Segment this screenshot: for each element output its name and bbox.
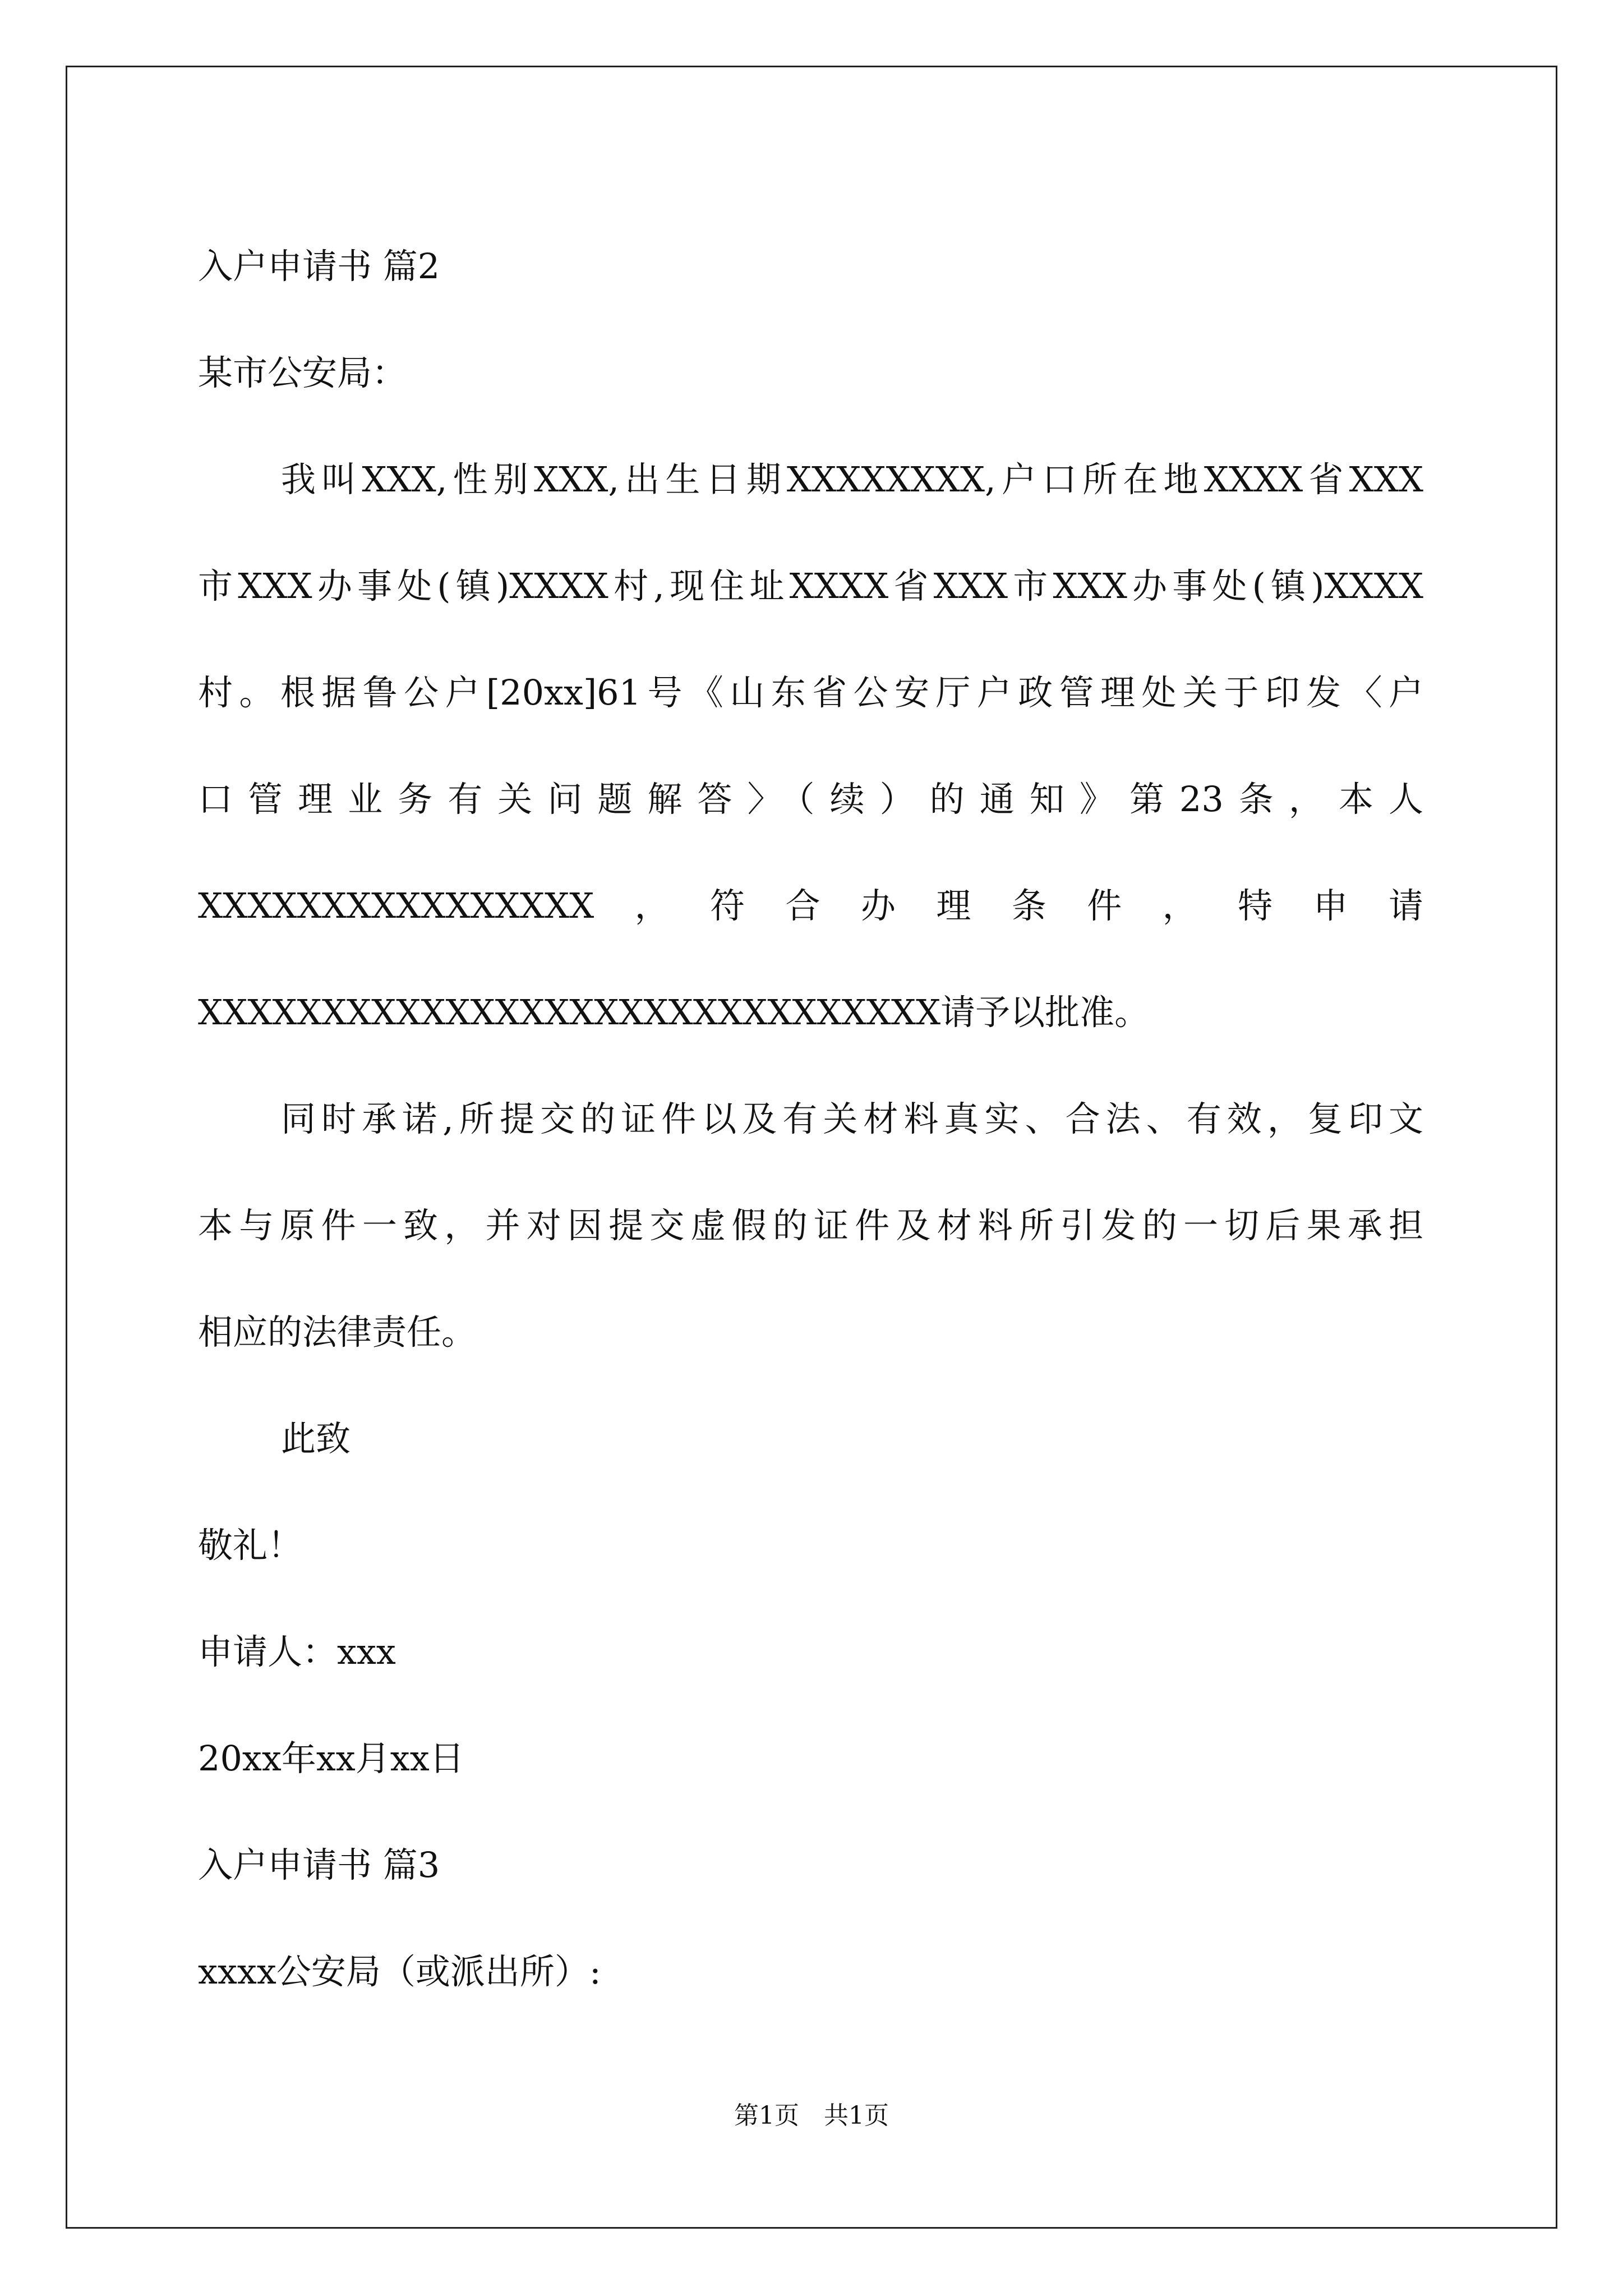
page-footer: 第1页 共1页 [734, 2101, 889, 2130]
paragraph-line: XXXXXXXXXXXXXXXXXXXXXXXXXXXXXX请予以批准。 [198, 992, 1150, 1033]
closing-line: 此致 [281, 1418, 351, 1459]
paragraph-line: 我叫XXX,性别XXX,出生日期XXXXXXXX,户口所在地XXXX省XXX [281, 459, 1423, 500]
document-body [198, 213, 1423, 2025]
paragraph-line: 口管理业务有关问题解答〉（续）的通知》第23条，本人 [198, 779, 1423, 820]
paragraph-line: 市XXX办事处(镇)XXXX村,现住址XXXX省XXX市XXX办事处(镇)XXXX [198, 565, 1423, 606]
paragraph-line: XXXXXXXXXXXXXXXX，符合办理条件，特申请 [198, 885, 1423, 926]
date-line: 20xx年xx月xx日 [198, 1738, 464, 1779]
salutation-line: 敬礼！ [198, 1525, 303, 1566]
paragraph-line: 同时承诺,所提交的证件以及有关材料真实、合法、有效，复印文 [281, 1098, 1423, 1139]
paragraph-line: 相应的法律责任。 [198, 1312, 477, 1352]
section-heading: 入户申请书 篇3 [198, 1844, 440, 1885]
applicant-line: 申请人：xxx [198, 1631, 396, 1672]
recipient-line: xxxx公安局（或派出所）: [198, 1951, 601, 1992]
paragraph-line: 村。根据鲁公户[20xx]61号《山东省公安厅户政管理处关于印发〈户 [198, 672, 1423, 713]
section-heading: 入户申请书 篇2 [198, 246, 440, 287]
recipient-line: 某市公安局： [198, 352, 407, 393]
paragraph-line: 本与原件一致，并对因提交虚假的证件及材料所引发的一切后果承担 [198, 1205, 1423, 1246]
